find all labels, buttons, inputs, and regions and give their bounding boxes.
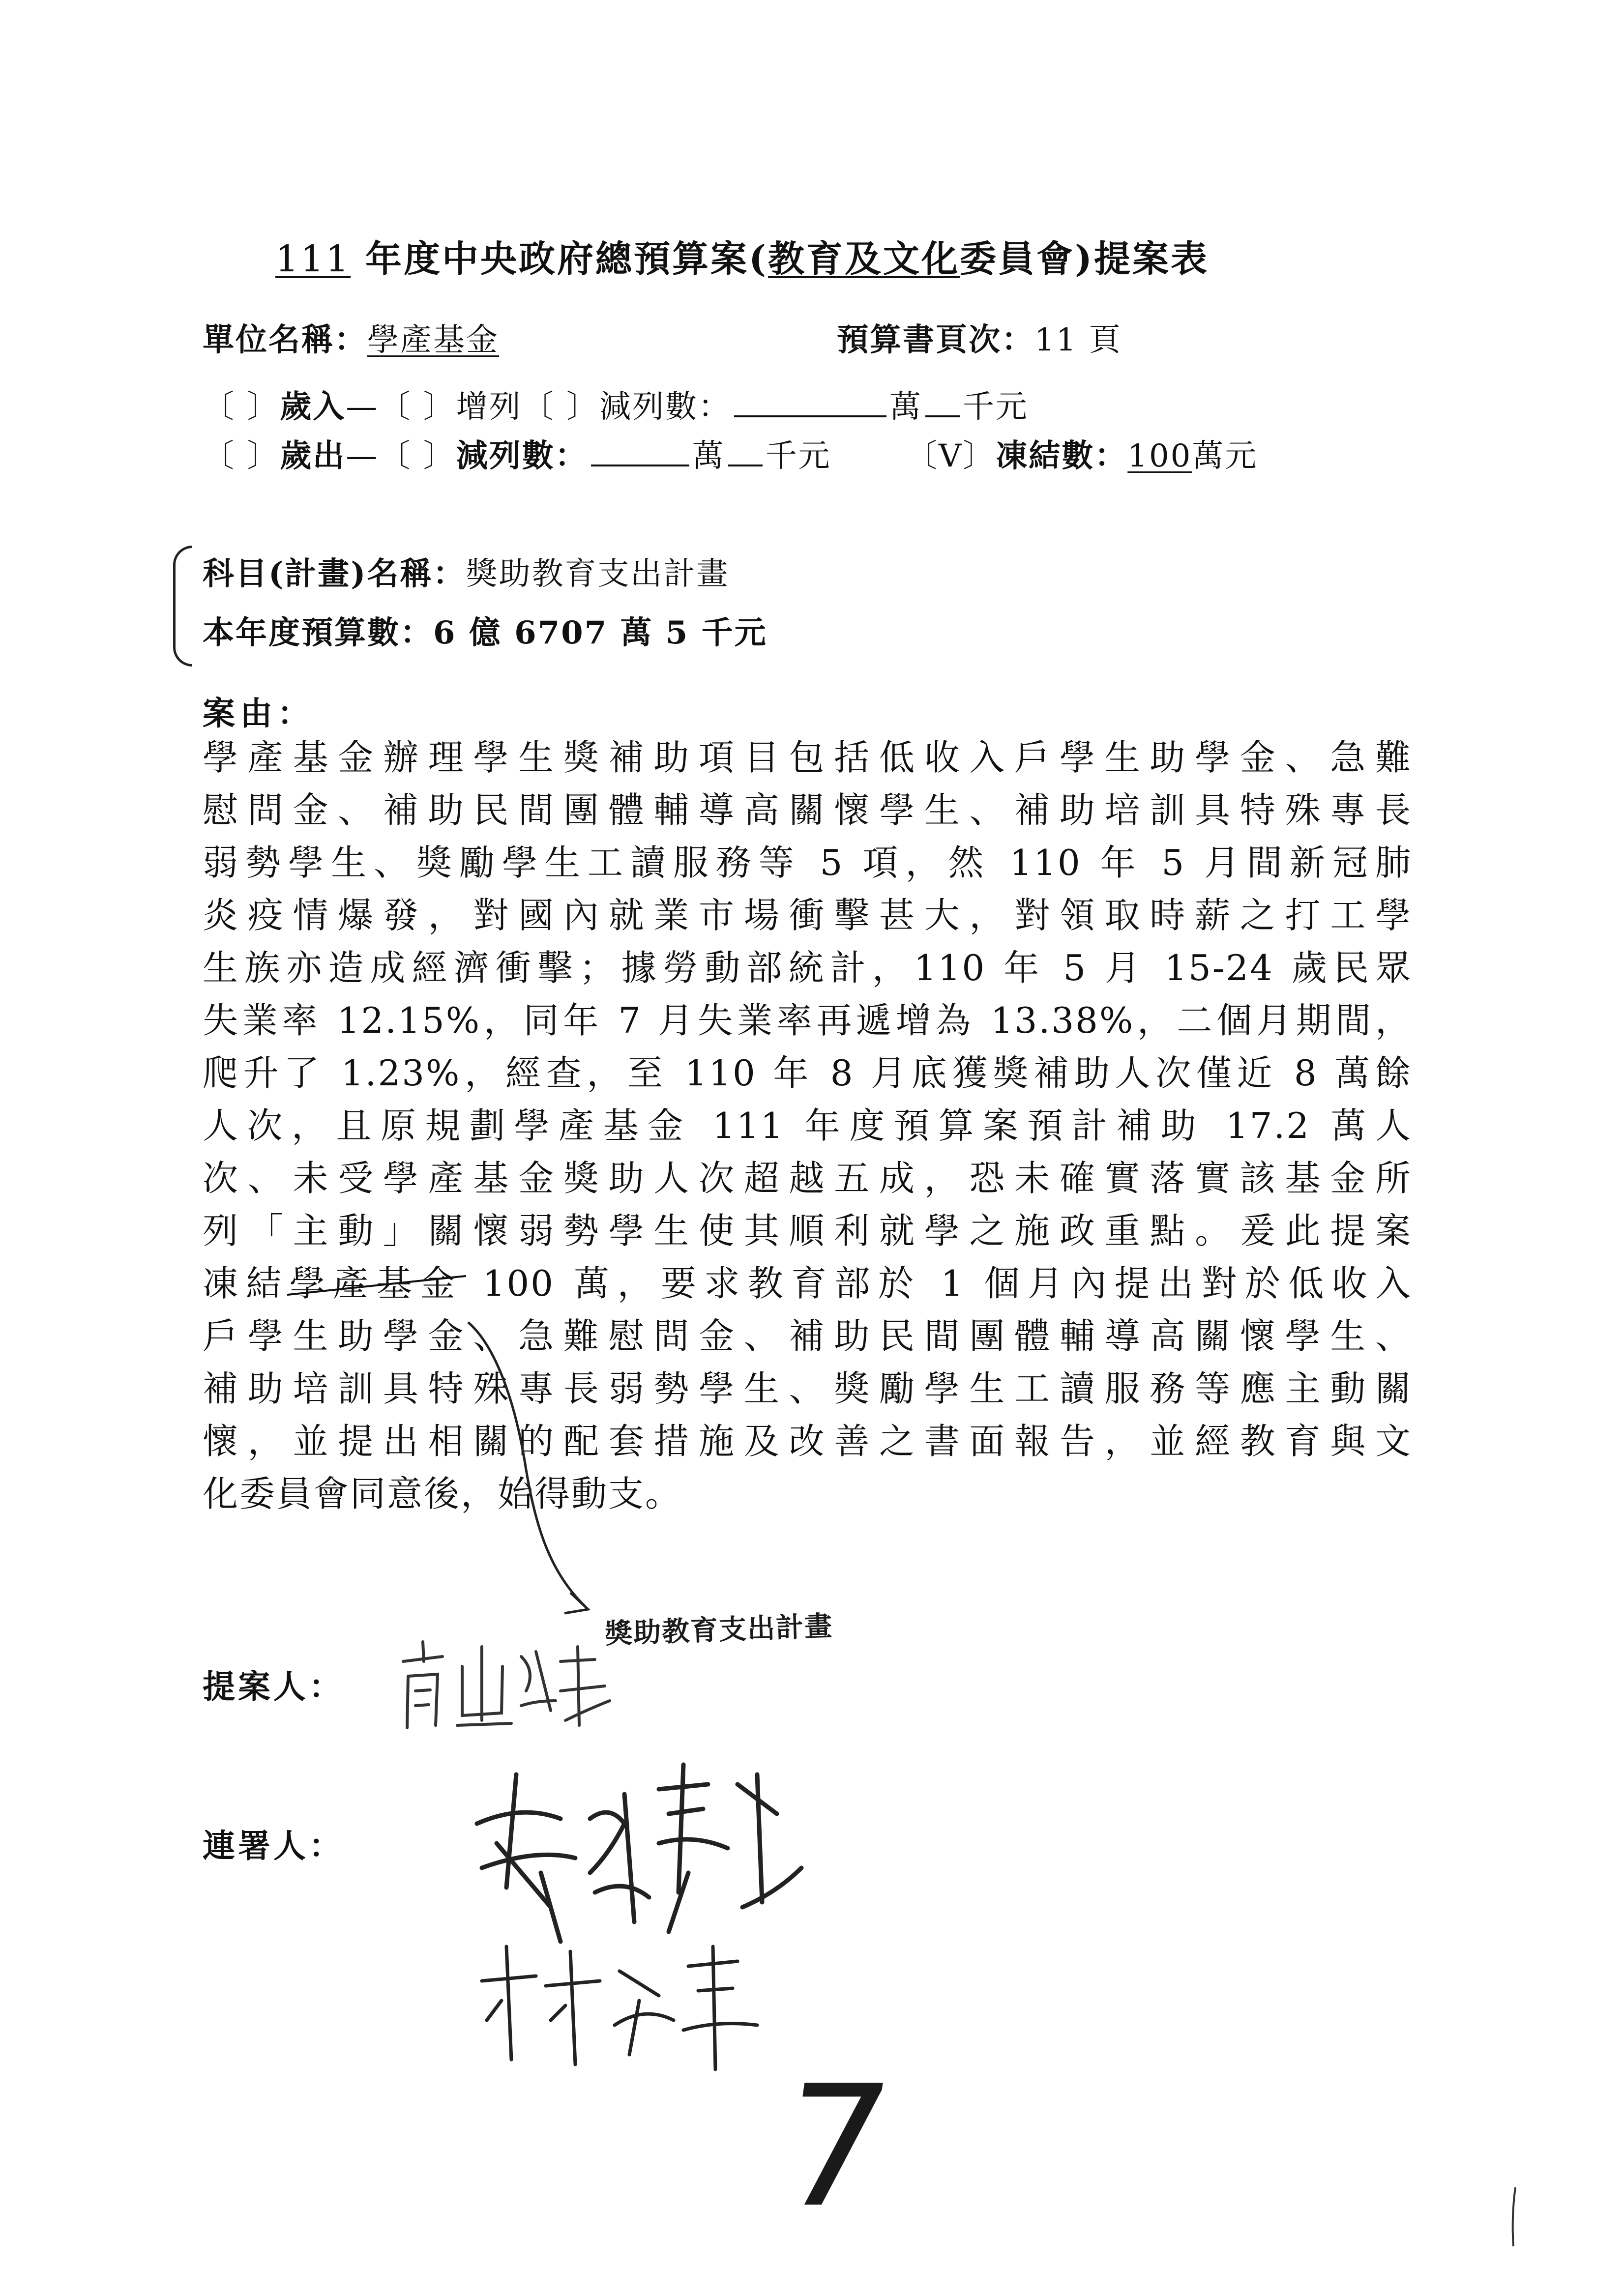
expense-dash: — [346, 438, 379, 474]
title-middle: 年度中央政府總預算案( [351, 238, 768, 280]
increase-label: 增列 [456, 389, 522, 425]
title-end: 委員會)提案表 [960, 238, 1210, 280]
cosigner-signature-2 [472, 1932, 787, 2079]
qian-unit: 千元 [963, 389, 1029, 425]
title-committee: 教育及文化 [768, 238, 960, 280]
budget-value: 6 億 6707 萬 5 千元 [433, 614, 768, 651]
decrease-checkbox: 〔 〕 [522, 389, 600, 425]
proposer-signature [388, 1627, 615, 1745]
freeze-value: 100 [1127, 438, 1192, 474]
expense-decrease-label: 減列數： [456, 437, 588, 474]
case-line: 炎疫情爆發，對國內就業市場衝擊甚大，對領取時薪之打工學 [203, 895, 1412, 936]
case-line: 人次，且原規劃學產基金 111 年度預算案預計補助 17.2 萬人 [203, 1105, 1412, 1146]
case-line: 次、未受學產基金獎助人次超越五成，恐未確實落實該基金所 [203, 1158, 1412, 1199]
case-line: 補助培訓具特殊專長弱勢學生、獎勵學生工讀服務等應主動關 [203, 1368, 1412, 1409]
revenue-checkbox: 〔 〕 [203, 389, 280, 425]
cosigner-label: 連署人： [203, 1827, 344, 1865]
title-year: 111 [275, 238, 351, 280]
case-line: 學產基金辦理學生獎補助項目包括低收入戶學生助學金、急難 [203, 737, 1412, 778]
proposer-label: 提案人： [203, 1667, 344, 1706]
margin-mark [1505, 2182, 1524, 2251]
decrease-label: 減列數： [599, 389, 732, 425]
struck-text: 學產基金 [289, 1263, 464, 1304]
unit-value: 學產基金 [367, 322, 499, 358]
case-line: 生族亦造成經濟衝擊；據勞動部統計，110 年 5 月 15-24 歲民眾 [203, 947, 1412, 988]
case-line: 懷，並提出相關的配套措施及改善之書面報告，並經教育與文 [203, 1421, 1412, 1462]
increase-checkbox: 〔 〕 [379, 389, 456, 425]
expense-wan-unit: 萬 [692, 438, 725, 474]
case-line-last: 化委員會同意後，始得動支。 [203, 1473, 682, 1514]
case-title: 案由： [203, 694, 315, 732]
expense-qian-unit: 千元 [765, 438, 831, 474]
freeze-checkbox: 〔V〕 [906, 438, 996, 474]
page-ref-label: 預算書頁次： [837, 321, 1034, 358]
case-line: 慰問金、補助民間團體輔導高關懷學生、補助培訓具特殊專長 [203, 789, 1412, 831]
unit-label: 單位名稱： [203, 321, 367, 358]
expense-checkbox: 〔 〕 [203, 438, 280, 474]
expense-label: 歲出 [280, 437, 346, 474]
subject-label: 科目(計畫)名稱： [203, 555, 466, 592]
budget-label: 本年度預算數： [203, 614, 433, 651]
insertion-note: 獎助教育支出計畫 [604, 1610, 834, 1651]
freeze-label: 凍結數： [996, 437, 1128, 474]
line11-pre: 凍結 [203, 1263, 290, 1304]
case-line: 戶學生助學金、急難慰問金、補助民間團體輔導高關懷學生、 [203, 1315, 1412, 1357]
subject-value: 獎助教育支出計畫 [466, 556, 730, 592]
case-line: 失業率 12.15%，同年 7 月失業率再遞增為 13.38%，二個月期間， [203, 1000, 1412, 1041]
revenue-label: 歲入 [280, 388, 346, 425]
case-line: 爬升了 1.23%，經查，至 110 年 8 月底獲獎補助人次僅近 8 萬餘 [203, 1052, 1412, 1094]
wan-unit: 萬 [889, 389, 923, 425]
revenue-dash: — [346, 389, 379, 425]
case-line: 列「主動」關懷弱勢學生使其順利就學之施政重點。爰此提案 [203, 1210, 1412, 1251]
page-number: 7 [768, 2050, 902, 2244]
line11-post: 100 萬，要求教育部於 1 個月內提出對於低收入 [463, 1263, 1412, 1304]
case-line: 弱勢學生、獎勵學生工讀服務等 5 項，然 110 年 5 月間新冠肺 [203, 842, 1412, 883]
freeze-unit: 萬元 [1192, 438, 1258, 474]
expense-decrease-checkbox: 〔 〕 [379, 438, 456, 474]
page-ref-value: 11 頁 [1034, 322, 1122, 358]
